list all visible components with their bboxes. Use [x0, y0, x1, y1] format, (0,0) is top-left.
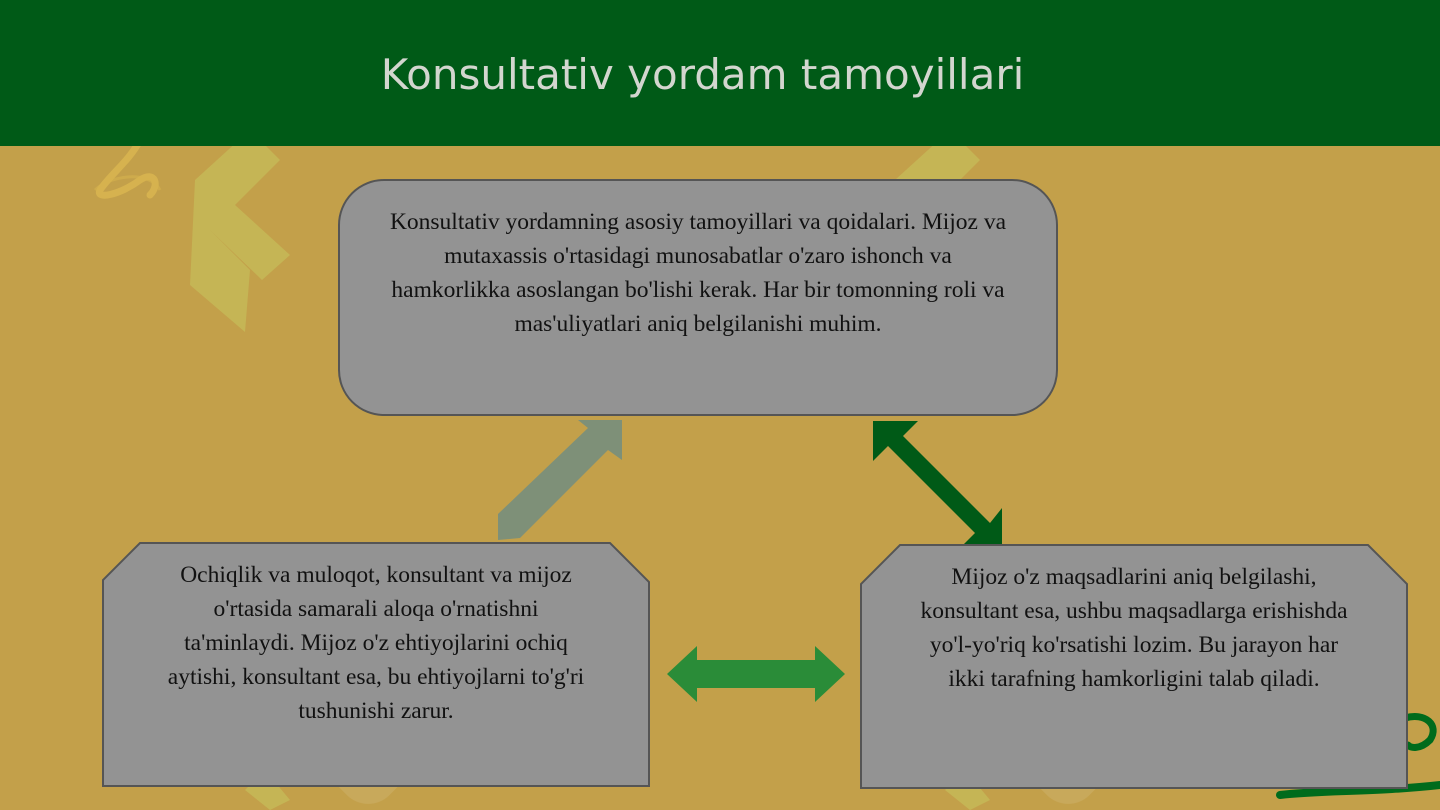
principle-text-top: Konsultativ yordamning asosiy tamoyillari va qoidalari. Mijoz va mutaxassis o'rtasidagi munosabatlar o'zaro ishonch va hamkorlikka asoslangan bo'lishi kerak. Har bir tomonning roli va mas'uliyatlari aniq belgilanishi muhim. — [389, 209, 1007, 337]
principle-text-right: Mijoz o'z maqsadlarini aniq belgilashi, konsultant esa, ushbu maqsadlarga erishishda yo'l-yo'riq ko'rsatishi lozim. Bu jarayon har ikki tarafning hamkorligini talab qiladi. — [920, 564, 1348, 692]
principle-box-left — [102, 542, 650, 787]
page-title: Konsultativ yordam tamoyillari — [380, 50, 1025, 99]
principle-box-top — [338, 179, 1058, 416]
principle-text-left: Ochiqlik va muloqot, konsultant va mijoz o'rtasida samarali aloqa o'rnatishni ta'minlaydi. Mijoz o'z ehtiyojlarini ochiq aytishi, konsultant esa, bu ehtiyojlarni to'g'ri tushunishi zarur. — [167, 562, 585, 724]
principle-box-right — [860, 544, 1408, 789]
